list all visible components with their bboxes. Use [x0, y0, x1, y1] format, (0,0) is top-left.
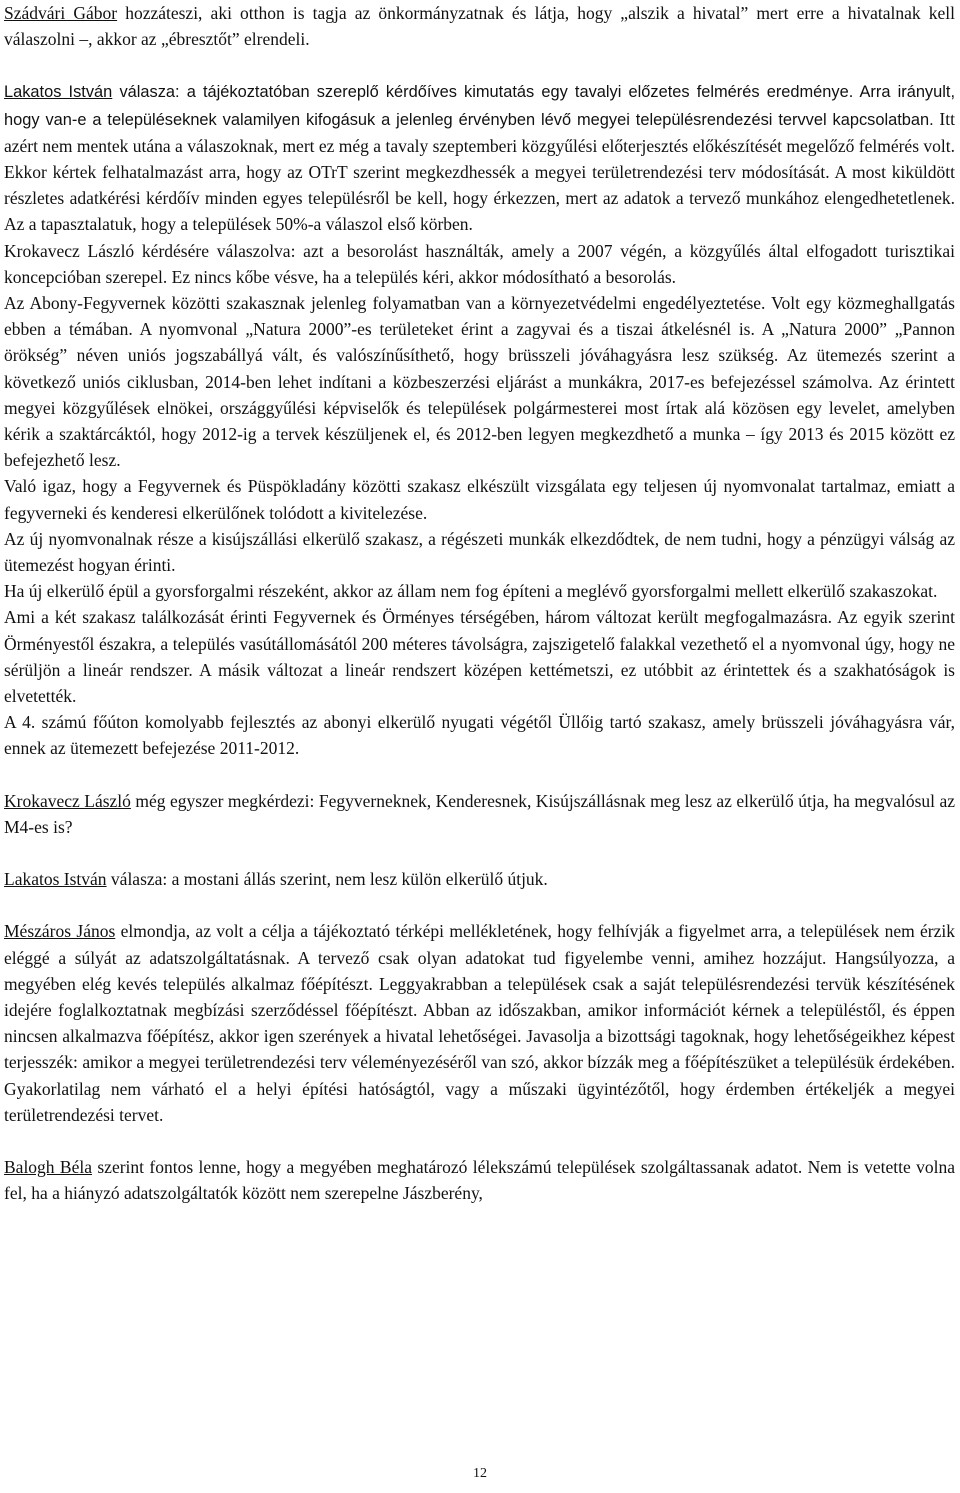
paragraph-szadvari — [4, 0, 955, 52]
paragraph-text: válasza: a mostani állás szerint, nem lesz külön elkerülő útjuk. — [106, 869, 548, 890]
paragraph-text: Itt azért nem mentek utána a válaszoknak, mert ez még a tavaly szeptemberi közgyűlési előterjesztés előkészítését megelőző felmérés volt. Ekkor kértek felhatalmazást arra, hogy az OTrT szerint megkezdhessék a megyei területrendezési terv módosítását. A most kiküldött részletes adatkérési kérdőív minden egyes településről be kell, hogy érkezzen, mert az adatok a tervező munkához elengedhetetlenek. Az a tapasztalatuk, hogy a települések 50%-a válaszol első körben. — [4, 108, 955, 235]
paragraph-ormenyes — [4, 604, 955, 709]
paragraph-text: Ami a két szakasz találkozását érinti Fegyvernek és Örményes térségében, három változat került megfogalmazásra. Az egyik szerint Örményestől északra, a település vasútállomásától 200 méteres távolságra, zajszigetelő falakkal vezethető el a nyomvonal úgy, hogy ne sérüljön a lineár rendszer. A másik változat a lineár rendszert középen kettémetszi, ez utóbbit az érintettek és a szakhatóságok is elvetették. — [4, 607, 955, 707]
paragraph-text: A 4. számú főúton komolyabb fejlesztés az abonyi elkerülő nyugati végétől Üllőig tartó szakasz, amely brüsszeli jóváhagyásra vár, ennek az ütemezett befejezése 2011-2012. — [4, 712, 955, 759]
speaker-name: Szádvári Gábor — [4, 3, 118, 23]
paragraph-text: hozzáteszi, aki otthon is tagja az önkormányzatnak és látja, hogy „alszik a hivatal” mert erre a hivatalnak kell válaszolni –, akkor az „ébresztőt” elrendeli. — [4, 3, 955, 50]
paragraph-krokavecz — [4, 788, 955, 840]
speaker-name: Lakatos István — [4, 83, 113, 102]
paragraph-text: még egyszer megkérdezi: Fegyverneknek, Kenderesnek, Kisújszállásnak meg lesz az elkerülő útja, ha megvalósul az M4-es is? — [4, 790, 956, 837]
paragraph-text: szerint fontos lenne, hogy a megyében meghatározó lélekszámú települések szolgáltassanak adatot. Nem is vetette volna fel, ha a hiányzó adatszolgáltatók között nem szerepelne Jászberény, — [4, 1156, 955, 1204]
paragraph-text-sans: válasza: a tájékoztatóban szereplő kérdőíves kimutatás egy tavalyi előzetes felmérés eredménye. Arra irányult, hogy van-e a településeknek valamilyen kifogásuk a jelenleg érvényben lévő megyei településrendezési tervvel kapcsolatban. — [4, 83, 955, 129]
paragraph-abony-fegyvernek — [4, 290, 955, 473]
paragraph-gyorsforgalmi — [4, 578, 955, 604]
paragraph-text: Ha új elkerülő épül a gyorsforgalmi részeként, akkor az állam nem fog építeni a meglévő gyorsforgalmi mellett elkerülő szakaszokat. — [4, 581, 938, 602]
paragraph-4-foutn — [4, 709, 955, 761]
paragraph-text: Az új nyomvonalnak része a kisújszállási elkerülő szakasz, a régészeti munkák elkezdődtek, de nem tudni, hogy a pénzügyi válság az ütemezést hogyan érinti. — [4, 528, 955, 576]
paragraph-lakatos-2 — [4, 866, 955, 892]
speaker-name: Krokavecz László — [4, 790, 131, 811]
paragraph-text: Krokavecz László kérdésére válaszolva: azt a besorolást használták, amely a 2007 végén, a közgyűlés által elfogadott turisztikai koncepcióban szerepel. Ez nincs kőbe vésve, ha a település kéri, akkor módosítható a besorolás. — [4, 240, 955, 287]
paragraph-text: elmondja, az volt a célja a tájékoztató térképi mellékletének, hogy felhívják a figyelmet arra, a települések nem érzik eléggé a súlyát az adatszolgáltatásnak. A tervező csak olyan adatokat tud figyelembe venni, amihez hozzájut. Hangsúlyozza, a megyében elég kevés település alkalmaz főépítészt. Leggyakrabban a települések csak a saját településrendezési tervük készítésének idejére foglalkoztatnak megbízási szerződéssel főépítészt. Abban az időszakban, amikor információt kérnek a településtől, és éppen nincsen alkalmazva főépítész, akkor igen szerények a hivatal lehetőségei. Javasolja a bizottsági tagoknak, hogy lehetőségeikhez képest terjesszék: amikor a megyei területrendezési terv véleményezéséről van szó, akkor bízzák meg a főépítészüket a településük érdekében. Gyakorlatilag nem várható el a helyi építési hatóságtól, vagy a műszaki ügyintézőtől, hogy érdemben értékeljék a megyei területrendezési tervet. — [4, 921, 955, 1125]
paragraph-text: Való igaz, hogy a Fegyvernek és Püspökladány közötti szakasz elkészült vizsgálata egy teljesen új nyomvonalat tartalmaz, emiatt a fegyverneki és kenderesi elkerülőnek tolódott a kivitelezése. — [4, 476, 955, 523]
paragraph-balogh — [4, 1154, 955, 1206]
paragraph-text: Az Abony-Fegyvernek közötti szakasznak jelenleg folyamatban van a környezetvédelmi engedélyeztetése. Volt egy közmeghallgatás ebben a témában. A nyomvonal „Natura 2000”-es területeket érint a zagyvai és a tiszai átkelésnél is. A „Natura 2000” „Pannon örökség” néven uniós jogszabállyá vált, és valószínűsíthető, hogy brüsszeli jóváhagyásra lesz szükség. Az ütemezés szerint a következő uniós ciklusban, 2014-ben lehet indítani a közbeszerzési eljárást a munkákra, 2017-es befejezéssel számolva. Az érintett megyei közgyűlések elnökei, országgyűlési képviselők és települések polgármesterei most írtak alá közösen egy levelet, amelyben kérik a szaktárcáktól, hogy 2012-ig a tervek készüljenek el, és 2012-ben legyen megkezdhető a munka – így 2013 és 2015 között ez befejezhető lesz. — [4, 293, 955, 471]
document-page — [4, 0, 955, 1206]
paragraph-besorolas — [4, 238, 955, 290]
paragraph-meszaros — [4, 918, 955, 1128]
speaker-name: Lakatos István — [4, 869, 107, 890]
paragraph-kisujszallas — [4, 526, 955, 578]
speaker-name: Balogh Béla — [4, 1156, 92, 1177]
speaker-name: Mészáros János — [4, 921, 116, 942]
paragraph-lakatos-1 — [4, 78, 955, 237]
paragraph-puspokladany — [4, 473, 955, 525]
page-number: 12 — [473, 1466, 487, 1481]
